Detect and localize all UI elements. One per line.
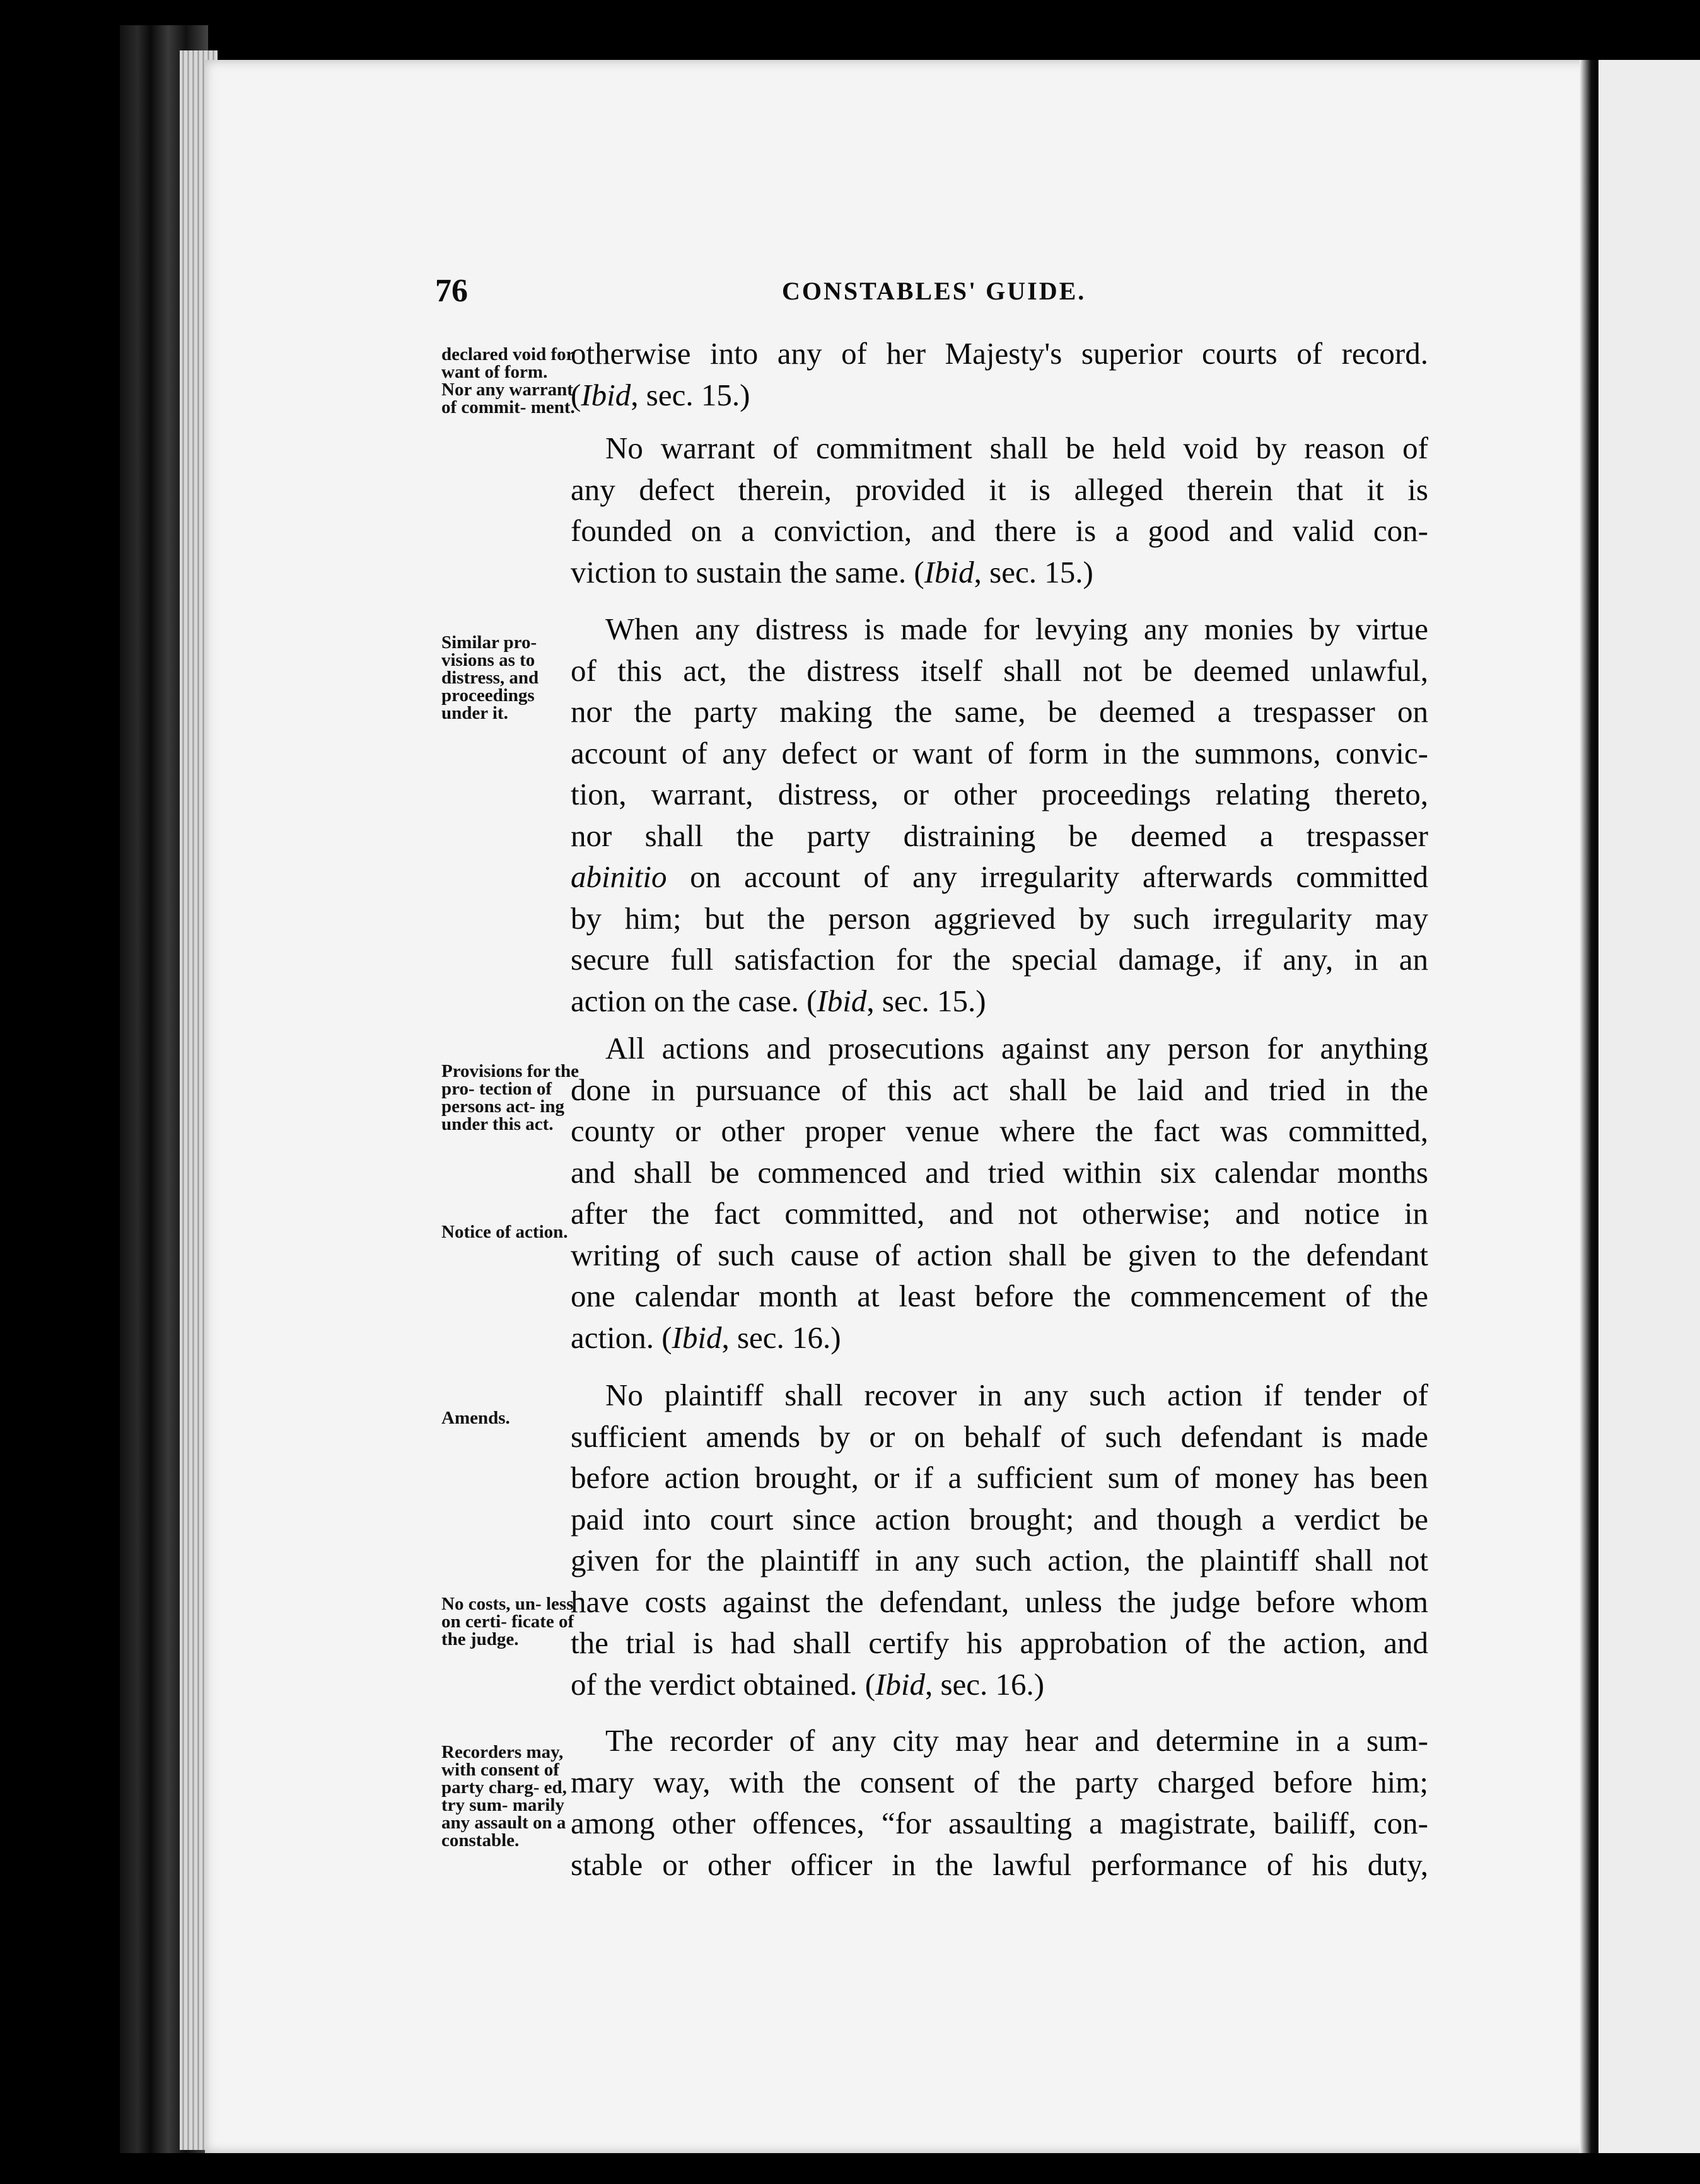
text-line: among other offences, “for assaulting a magistrate, bailiff, con-: [571, 1806, 1428, 1840]
margin-note: No costs, un- less on certi- ficate of the judge.: [441, 1594, 574, 1649]
text-line: secure full satisfaction for the special damage, if any, in an: [571, 942, 1428, 977]
text-line: county or other proper venue where the fact was committed,: [571, 1113, 1428, 1148]
text-line: any defect therein, provided it is alleged therein that it is: [571, 472, 1428, 507]
text-line: tion, warrant, distress, or other proceedings relating thereto,: [571, 777, 1428, 811]
text-line: paid into court since action brought; and though a verdict be: [571, 1501, 1428, 1536]
facing-page-edge: [1598, 60, 1700, 2153]
page-number: 76: [435, 273, 468, 309]
text-line: abinitio on account of any irregularity afterwards committed: [571, 859, 1428, 894]
text-line: writing of such cause of action shall be given to the defendant: [571, 1237, 1428, 1272]
scan-border: [0, 2153, 1700, 2184]
text-line: of the verdict obtained. (Ibid, sec. 16.): [571, 1666, 1045, 1702]
gutter: [1580, 60, 1598, 2153]
text-line: When any distress is made for levying any monies by virtue: [605, 612, 1428, 646]
paragraph: [571, 1374, 1428, 1705]
margin-note: Provisions for the pro- tection of persons act- ing under this act.: [441, 1061, 579, 1134]
margin-note: declared void for want of form. Nor any warrant of commit- ment.: [441, 344, 575, 417]
margin-note: Notice of action.: [441, 1222, 568, 1242]
text-line: and shall be commenced and tried within six calendar months: [571, 1154, 1428, 1190]
paragraph: [571, 333, 1428, 415]
paragraph: [571, 427, 1428, 593]
margin-note: Similar pro- visions as to distress, and proceedings under it.: [441, 632, 539, 723]
text-line: sufficient amends by or on behalf of such defendant is made: [571, 1419, 1428, 1454]
paragraph: [571, 1720, 1428, 1885]
text-line: after the fact committed, and not otherwise; and notice in: [571, 1196, 1428, 1231]
running-head: CONSTABLES' GUIDE.: [782, 277, 1086, 305]
text-line: viction to sustain the same. (Ibid, sec. 15.): [571, 554, 1093, 590]
margin-note: Amends.: [441, 1408, 510, 1428]
text-line: (Ibid, sec. 15.): [571, 377, 750, 412]
text-line: nor the party making the same, be deemed a trespasser on: [571, 694, 1428, 729]
text-line: of this act, the distress itself shall not be deemed unlawful,: [571, 653, 1428, 688]
text-line: The recorder of any city may hear and determine in a sum-: [605, 1723, 1428, 1758]
text-line: done in pursuance of this act shall be laid and tried in the: [571, 1072, 1428, 1107]
text-line: one calendar month at least before the commencement of the: [571, 1279, 1428, 1313]
text-line: nor shall the party distraining be deemed a trespasser: [571, 818, 1428, 853]
text-line: stable or other officer in the lawful performance of his duty,: [571, 1847, 1428, 1882]
text-line: given for the plaintiff in any such action, the plaintiff shall not: [571, 1543, 1428, 1577]
text-line: No plaintiff shall recover in any such action if tender of: [605, 1378, 1428, 1412]
text-line: have costs against the defendant, unless the judge before whom: [571, 1584, 1428, 1619]
text-line: All actions and prosecutions against any person for anything: [605, 1031, 1428, 1066]
text-line: account of any defect or want of form in the summons, convic-: [571, 735, 1428, 770]
text-line: mary way, with the consent of the party charged before him;: [571, 1764, 1428, 1799]
margin-note: Recorders may, with consent of party charg- ed, try sum- marily any assault on a constable.: [441, 1742, 567, 1850]
text-line: before action brought, or if a sufficient sum of money has been: [571, 1460, 1428, 1495]
text-line: action on the case. (Ibid, sec. 15.): [571, 983, 986, 1018]
text-line: by him; but the person aggrieved by such irregularity may: [571, 900, 1428, 936]
text-line: action. (Ibid, sec. 16.): [571, 1320, 841, 1355]
text-line: otherwise into any of her Majesty's superior courts of record.: [571, 336, 1428, 371]
text-line: the trial is had shall certify his approbation of the action, and: [571, 1625, 1428, 1660]
text-line: founded on a conviction, and there is a good and valid con-: [571, 513, 1428, 548]
paragraph: [571, 1028, 1428, 1358]
paragraph: [571, 608, 1428, 1021]
text-line: No warrant of commitment shall be held void by reason of: [605, 431, 1428, 465]
